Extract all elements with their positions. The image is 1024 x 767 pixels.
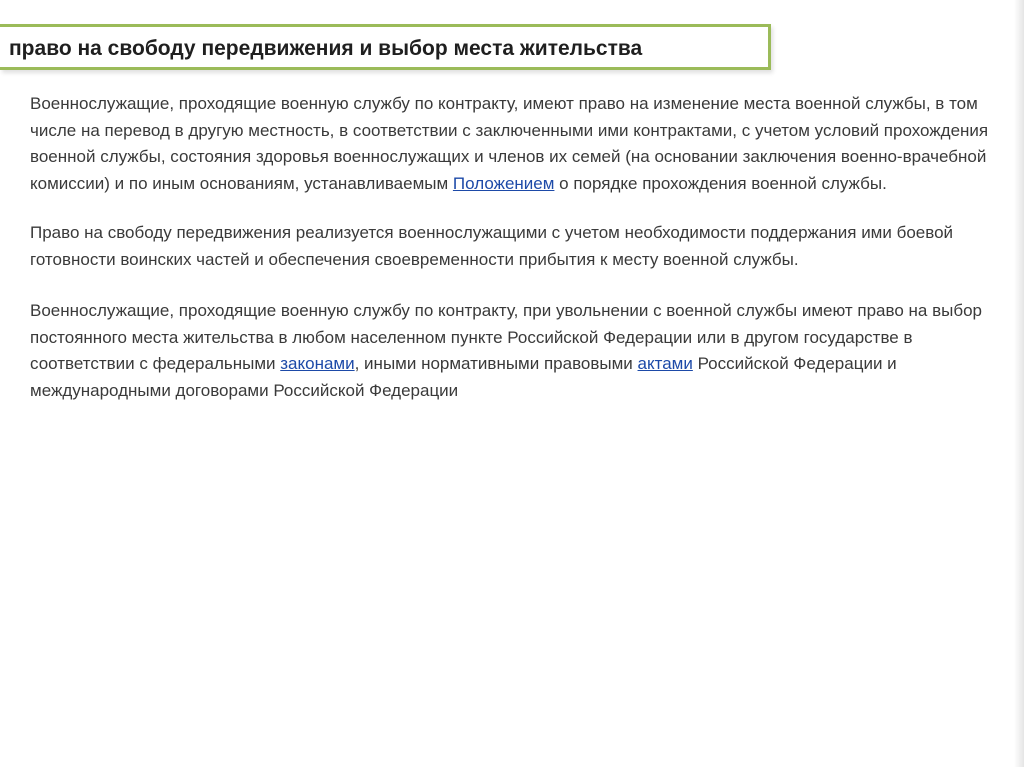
- content-body: [30, 91, 1015, 404]
- paragraph-3-text-middle: , иными нормативными правовыми: [354, 354, 638, 373]
- link-laws[interactable]: законами: [280, 354, 355, 373]
- link-acts[interactable]: актами: [637, 354, 693, 373]
- slide-title: право на свободу передвижения и выбор места жительства: [9, 37, 643, 60]
- paragraph-freedom-of-movement: Право на свободу передвижения реализуется военнослужащими с учетом необходимости поддержания ими боевой готовности воинских частей и обеспечения своевременности прибытия к месту военной службы.: [30, 223, 954, 269]
- slide-edge-shadow: [1014, 0, 1024, 767]
- paragraph-3-text-after: Российской Федерации и международными договорами Российской Федерации: [30, 354, 897, 400]
- paragraph-1-text-after: о порядке прохождения военной службы.: [554, 173, 887, 193]
- paragraph-choice-of-residence: [30, 298, 1015, 404]
- paragraph-3-text-before: Военнослужащие, проходящие военную службу по контракту, при увольнении с военной службы имеют право на выбор постоянного места жительства в любом населенном пункте Российской Федерации или в другом государстве в соответствии с федеральными: [30, 301, 982, 373]
- paragraph-1-text-before: Военнослужащие, проходящие военную службу по контракту, имеют право на изменение места военной службы, в том числе на перевод в другую местность, в соответствии с заключенными ими контрактами, с учетом условий прохождения военной службы, состояния здоровья военнослужащих и членов их семей (на основании заключения военно-врачебной комиссии) и по иным основаниям, устанавливаемым: [30, 94, 989, 193]
- link-regulation[interactable]: Положением: [452, 173, 555, 193]
- paragraph-contract-service-change: [30, 91, 1015, 197]
- title-box: [0, 24, 771, 70]
